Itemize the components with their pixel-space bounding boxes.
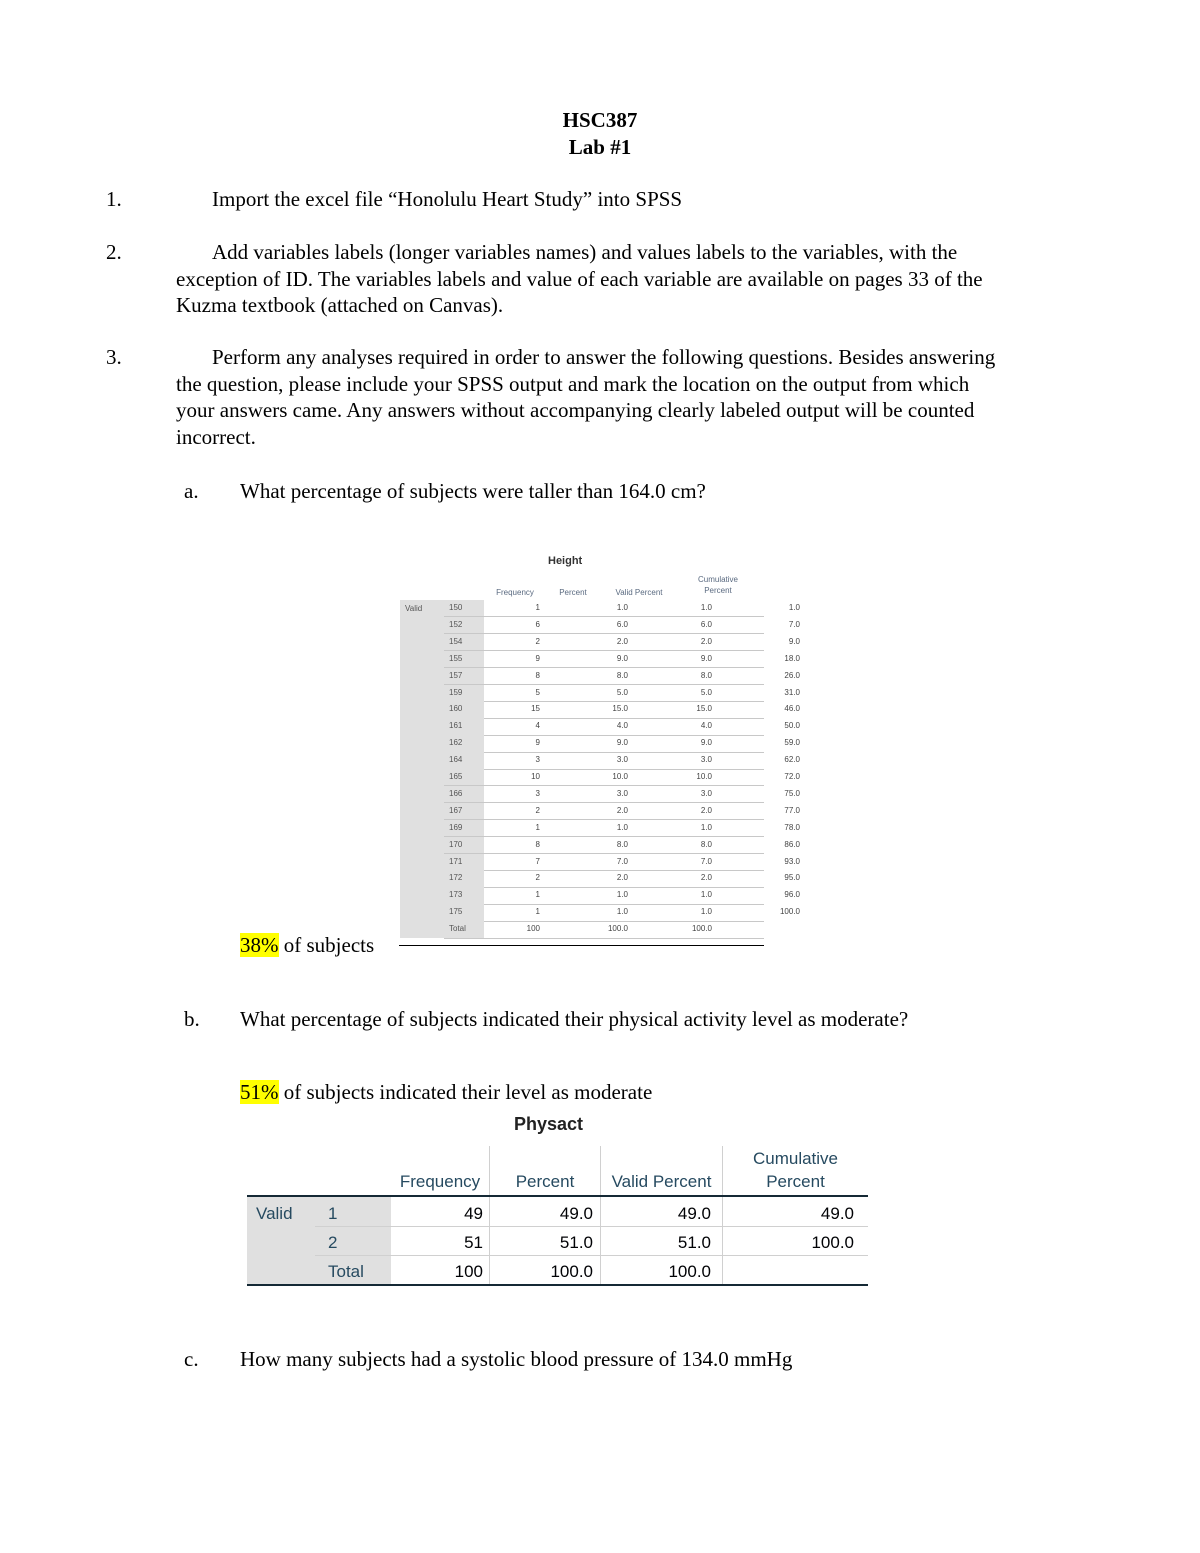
height-valid-label: Valid — [405, 604, 423, 613]
height-row-label: 166 — [444, 786, 484, 803]
answer-a — [240, 932, 374, 959]
height-row-label: 165 — [444, 769, 484, 786]
height-cell: 59.0 — [784, 738, 800, 748]
item-3-line-2: the question, please include your SPSS output and mark the location on the output from which — [176, 371, 970, 396]
physact-cell: 100.0 — [811, 1233, 854, 1252]
height-row-label: 157 — [444, 668, 484, 685]
answer-a-rest: of subjects — [278, 933, 375, 957]
physact-row-label: 2 — [328, 1233, 338, 1252]
physact-table-title: Physact — [514, 1114, 584, 1134]
height-row-label: 161 — [444, 718, 484, 735]
height-row-rule — [444, 938, 764, 939]
height-cell: 46.0 — [784, 704, 800, 714]
height-cell: 3.0 — [616, 788, 628, 798]
height-header-frequency: Frequency — [496, 588, 534, 597]
height-row-label: 172 — [444, 870, 484, 887]
physact-row-label: Total — [328, 1262, 364, 1281]
question-a-letter: a. — [184, 479, 199, 503]
height-table-row — [444, 685, 800, 702]
height-table-row — [444, 752, 800, 769]
question-b-letter: b. — [184, 1007, 200, 1031]
height-cell: 4.0 — [616, 721, 628, 731]
height-cell: 7.0 — [616, 856, 628, 866]
height-cell: 10 — [531, 772, 540, 781]
height-cell: 1.0 — [700, 907, 712, 917]
height-row-label: 152 — [444, 617, 484, 634]
height-cell: 8 — [535, 839, 540, 849]
item-2-line-2: exception of ID. The variables labels and value of each variable are available on pages 33 of the — [176, 266, 983, 291]
height-row-label: Total — [444, 921, 484, 938]
height-cell: 2 — [535, 873, 540, 883]
height-cell: 9 — [535, 738, 540, 748]
height-cell: 10.0 — [696, 772, 712, 781]
height-cell: 1.0 — [616, 603, 628, 612]
height-cell: 1.0 — [616, 822, 628, 832]
answer-b-highlight: 51% — [240, 1080, 279, 1104]
physact-header-frequency: Frequency — [399, 1172, 481, 1191]
height-cell: 2.0 — [700, 873, 712, 883]
height-cell: 96.0 — [784, 890, 800, 900]
height-row-label: 167 — [444, 803, 484, 820]
item-3-line-1: Perform any analyses required in order to answer the following questions. Besides answering — [212, 345, 996, 369]
height-table-title: Height — [548, 555, 583, 567]
height-table-row — [444, 634, 800, 651]
height-cell: 95.0 — [784, 873, 800, 883]
height-cell: 5.0 — [616, 687, 628, 697]
height-row-label: 162 — [444, 735, 484, 752]
answer-b-rest: of subjects indicated their level as moderate — [278, 1080, 653, 1104]
height-table-row — [444, 820, 800, 837]
height-table-row — [444, 735, 800, 752]
height-cell: 2 — [535, 805, 540, 815]
height-cell: 4.0 — [700, 721, 712, 731]
item-number-1: 1. — [106, 187, 122, 211]
height-cell: 1.0 — [700, 822, 712, 832]
height-cell: 15.0 — [696, 704, 712, 714]
height-valid-label-cell — [400, 600, 444, 938]
height-cell: 8.0 — [616, 670, 628, 680]
physact-cell: 51 — [464, 1233, 483, 1252]
physact-cell: 49 — [464, 1204, 483, 1223]
height-header-cumulative: Cumulative — [697, 575, 738, 584]
item-2-text — [176, 239, 1111, 319]
height-table-row — [444, 904, 800, 921]
height-row-label: 164 — [444, 752, 484, 769]
physact-cell: 49.0 — [559, 1204, 593, 1223]
height-cell: 3.0 — [700, 755, 712, 765]
height-table-row — [444, 668, 800, 685]
height-cell: 9.0 — [700, 653, 712, 663]
height-cell: 100 — [526, 924, 540, 934]
answer-b — [240, 1079, 652, 1106]
height-cell: 1 — [535, 603, 540, 612]
height-cell: 18.0 — [784, 653, 800, 663]
height-cell: 2.0 — [616, 805, 628, 815]
height-cell: 2.0 — [616, 873, 628, 883]
height-cell: 9.0 — [616, 738, 628, 748]
item-number-3: 3. — [106, 345, 122, 369]
height-table-row — [444, 718, 800, 735]
height-cell: 3 — [535, 788, 540, 798]
physact-row-rule — [315, 1226, 868, 1227]
physact-header-valid-percent: Valid Percent — [611, 1172, 712, 1191]
height-cell: 15.0 — [612, 704, 628, 714]
height-table-row — [444, 769, 800, 786]
height-cell: 1 — [535, 907, 540, 917]
height-cell: 100.0 — [779, 907, 800, 917]
height-cell: 93.0 — [784, 856, 800, 866]
height-cell: 15 — [531, 704, 540, 714]
height-table-row — [444, 651, 800, 668]
height-cell: 3 — [535, 755, 540, 765]
answer-a-highlight: 38% — [240, 933, 279, 957]
height-cell: 7 — [535, 856, 540, 866]
height-cell: 7.0 — [788, 619, 800, 629]
physact-cell: 100.0 — [550, 1262, 593, 1281]
height-row-label: 159 — [444, 685, 484, 702]
height-row-label: 175 — [444, 904, 484, 921]
height-row-label: 150 — [444, 600, 484, 617]
question-c-text: How many subjects had a systolic blood pressure of 134.0 mmHg — [240, 1347, 793, 1371]
height-row-label: 170 — [444, 837, 484, 854]
height-header-cumulative-percent: Percent — [704, 586, 732, 595]
height-cell: 9.0 — [700, 738, 712, 748]
physact-cell: 51.0 — [559, 1233, 593, 1252]
height-cell: 8.0 — [700, 839, 712, 849]
height-table-row — [444, 837, 800, 854]
item-1-line: Import the excel file “Honolulu Heart Study” into SPSS — [212, 187, 683, 211]
height-cell: 75.0 — [784, 788, 800, 798]
lab-title: Lab #1 — [568, 135, 632, 159]
height-table-row — [444, 870, 800, 887]
height-table-row — [444, 617, 800, 634]
item-number-2: 2. — [106, 240, 122, 264]
answer-a-underline — [399, 945, 764, 946]
height-cell: 8 — [535, 670, 540, 680]
height-cell: 7.0 — [700, 856, 712, 866]
height-cell: 3.0 — [616, 755, 628, 765]
height-cell: 9.0 — [788, 636, 800, 646]
height-table-row — [444, 803, 800, 820]
item-3-text — [176, 344, 1111, 450]
height-row-label: 160 — [444, 701, 484, 718]
height-cell: 10.0 — [612, 772, 628, 781]
physact-cell: 100 — [454, 1262, 483, 1281]
physact-row-rule — [315, 1255, 868, 1256]
height-cell: 78.0 — [784, 822, 800, 832]
physact-bottom-rule — [247, 1284, 868, 1286]
height-row-label: 173 — [444, 887, 484, 904]
height-cell: 2.0 — [700, 636, 712, 646]
height-cell: 1.0 — [616, 907, 628, 917]
item-3-line-4: incorrect. — [176, 424, 256, 449]
height-cell: 100.0 — [691, 924, 712, 934]
height-row-label: 169 — [444, 820, 484, 837]
height-header-percent: Percent — [559, 588, 587, 597]
height-header-valid-percent: Valid Percent — [615, 588, 663, 597]
item-2-line-3: Kuzma textbook (attached on Canvas). — [176, 293, 504, 317]
height-cell: 6.0 — [616, 619, 628, 629]
height-table-row — [444, 854, 800, 871]
height-table-row — [444, 887, 800, 904]
height-cell: 1.0 — [700, 890, 712, 900]
height-table-row — [444, 786, 800, 803]
height-row-label: 154 — [444, 634, 484, 651]
item-1-text — [176, 186, 1111, 213]
height-row-label: 171 — [444, 854, 484, 871]
height-cell: 2 — [535, 636, 540, 646]
height-cell: 2.0 — [616, 636, 628, 646]
height-cell: 6.0 — [700, 619, 712, 629]
height-table-row — [444, 600, 800, 617]
question-c-letter: c. — [184, 1347, 199, 1371]
height-cell: 1.0 — [616, 890, 628, 900]
height-row-label: 155 — [444, 651, 484, 668]
height-cell: 26.0 — [784, 670, 800, 680]
height-cell: 2.0 — [700, 805, 712, 815]
height-cell: 1.0 — [700, 603, 712, 612]
physact-cell: 51.0 — [677, 1233, 711, 1252]
height-cell: 8.0 — [616, 839, 628, 849]
height-table-row — [444, 921, 764, 938]
physact-frequency-table — [247, 1146, 868, 1286]
physact-header-percent: Percent — [515, 1172, 575, 1191]
physact-cell: 49.0 — [677, 1204, 711, 1223]
height-table-row — [444, 701, 800, 718]
question-a-text: What percentage of subjects were taller than 164.0 cm? — [240, 479, 706, 503]
height-cell: 50.0 — [784, 721, 800, 731]
item-3-line-3: your answers came. Any answers without accompanying clearly labeled output will be counted — [176, 398, 975, 422]
height-cell: 100.0 — [607, 924, 628, 934]
height-cell: 4 — [535, 721, 540, 731]
physact-header-cumulative: Cumulative — [752, 1149, 839, 1168]
height-cell: 86.0 — [784, 839, 800, 849]
height-cell: 77.0 — [784, 805, 800, 815]
height-cell: 9 — [535, 653, 540, 663]
height-cell — [716, 921, 800, 938]
height-cell: 5.0 — [700, 687, 712, 697]
height-cell: 8.0 — [700, 670, 712, 680]
height-cell: 3.0 — [700, 788, 712, 798]
physact-cell: 49.0 — [820, 1204, 854, 1223]
height-cell: 5 — [535, 687, 540, 697]
height-cell: 9.0 — [616, 653, 628, 663]
physact-valid-label: Valid — [256, 1204, 293, 1223]
height-cell: 6 — [535, 619, 540, 629]
physact-header-cumulative-percent: Percent — [766, 1172, 825, 1191]
height-cell: 31.0 — [784, 687, 800, 697]
height-cell: 1.0 — [788, 603, 800, 612]
height-cell: 72.0 — [784, 772, 800, 781]
physact-row-label: 1 — [328, 1204, 338, 1223]
height-cell: 1 — [535, 890, 540, 900]
course-title: HSC387 — [562, 108, 638, 132]
question-b-text: What percentage of subjects indicated their physical activity level as moderate? — [240, 1007, 909, 1031]
physact-cell: 100.0 — [668, 1262, 711, 1281]
item-2-line-1: Add variables labels (longer variables names) and values labels to the variables, with the — [212, 240, 958, 264]
height-cell: 62.0 — [784, 755, 800, 765]
height-cell: 1 — [535, 822, 540, 832]
